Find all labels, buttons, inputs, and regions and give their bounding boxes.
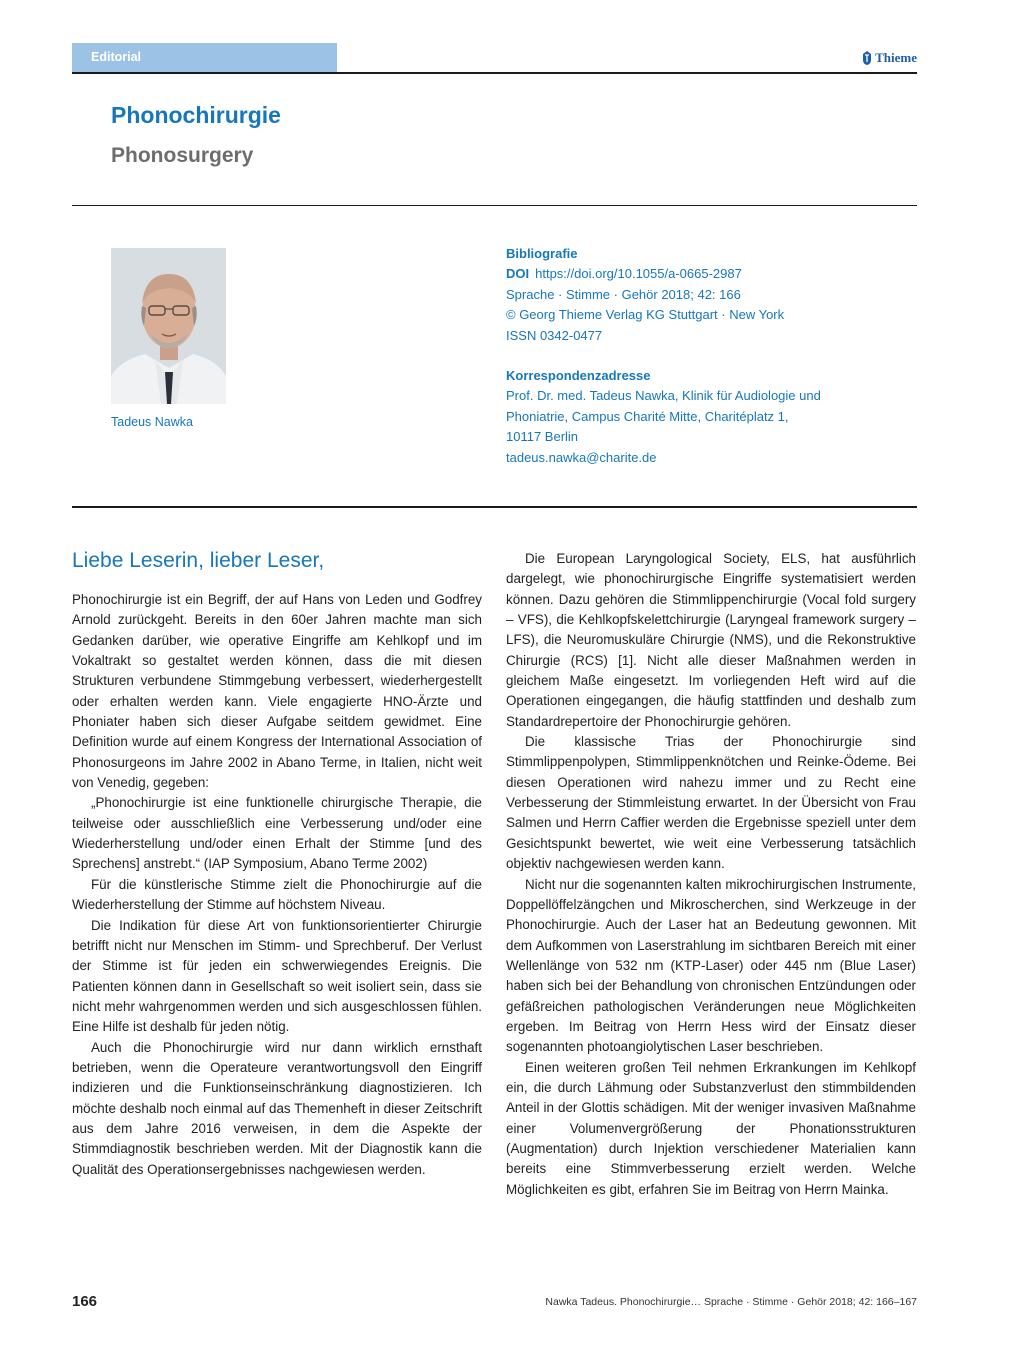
body-paragraph: „Phonochirurgie ist eine funktionelle chirurgische Therapie, die teilweise oder ausschließlich eine Verbesserung und/oder eine Wiederherstellung und/oder einen Erhalt der Stimme [und des Sprechens] anstrebt.“ (IAP Symposium, Abano Terme 2002) xyxy=(72,795,482,872)
thieme-mark-icon xyxy=(862,51,872,65)
info-divider xyxy=(72,506,917,508)
body-paragraph: Für die künstlerische Stimme zielt die Phonochirurgie auf die Wiederherstellung der Stimme auf höchstem Niveau. xyxy=(72,876,482,913)
author-photo-caption: Tadeus Nawka xyxy=(111,415,193,429)
issn-line: ISSN 0342-0477 xyxy=(506,327,603,343)
correspondence-email[interactable]: tadeus.nawka@charite.de xyxy=(506,449,657,465)
journal-reference: Sprache · Stimme · Gehör 2018; 42: 166 xyxy=(506,286,741,302)
publisher-logo xyxy=(862,50,917,66)
body-paragraph: Einen weiteren großen Teil nehmen Erkrankungen im Kehlkopf ein, die durch Lähmung oder Substanzverlust den stimmbildenden Anteil in der Glottis schädigen. Mit der weniger invasiven Maßnahme einer Volumenvergrößerung der Phonationsstrukturen (Augmentation) durch Injektion verschiedener Materialien kann bereits eine Stimmverbesserung erzielt werden. Welche Möglichkeiten es gibt, erfahren Sie im Beitrag von Herrn Mainka. xyxy=(506,1059,916,1197)
body-column-left xyxy=(72,590,482,1180)
body-paragraph: Die European Laryngological Society, ELS, hat ausführlich dargelegt, wie phonochirurgische Eingriffe systematisiert werden können. Dazu gehören die Stimmlippenchirurgie (Vocal fold surgery – VFS), die Kehlkopfskelettchirurgie (Laryngeal framework surgery – LFS), die Neuromuskuläre Chirurgie (NMS), und die Rekonstruktive Chirurgie (RCS) [1]. Nicht alle dieser Maßnahmen werden in gleichem Maße eingesetzt. Im vorliegenden Heft wird auf die Operationen eingegangen, die häufig stattfinden und deshalb zum Standardrepertoire der Phonochirurgie gehören. xyxy=(506,551,916,729)
correspondence-heading: Korrespondenzadresse xyxy=(506,368,651,384)
body-paragraph: Auch die Phonochirurgie wird nur dann wirklich ernsthaft betrieben, wenn die Operateure verantwortungsvoll den Eingriff indizieren und die Funktionseinschränkung diagnostizieren. Ich möchte deshalb noch einmal auf das Themenheft in dieser Zeitschrift aus dem Jahre 2016 verweisen, in dem die Aspekte der Stimmdiagnostik beschrieben werden. Mit der Diagnostik kann die Qualität des Operationsergebnisses nachgewiesen werden. xyxy=(72,1039,482,1177)
body-paragraph: Die klassische Trias der Phonochirurgie sind Stimmlippenpolypen, Stimmlippenknötchen und Reinke-Ödeme. Bei diesen Operationen wird nahezu immer und zu Recht eine Verbesserung der Stimmleistung erwartet. In der Übersicht von Frau Salmen und Herrn Caffier werden die Ergebnisse speziell unter dem Gesichtspunkt bewertet, wie weit eine Verbesserung tatsächlich objektiv nachgewiesen werden kann. xyxy=(506,734,916,872)
body-paragraph: Die Indikation für diese Art von funktionsorientierter Chirurgie betrifft nicht nur Menschen im Stimm- und Sprechberuf. Der Verlust der Stimme ist für jeden ein schwerwiegendes Ereignis. Die Patienten können dann in Gesellschaft so weit isoliert sein, dass sie nicht mehr wahrgenommen werden und sich ausgeschlossen fühlen. Eine Hilfe ist deshalb für jeden nötig. xyxy=(72,917,482,1035)
greeting-heading: Liebe Leserin, lieber Leser, xyxy=(72,549,325,572)
doi-line xyxy=(506,264,916,284)
author-photo xyxy=(111,248,226,404)
correspondence-address-line-1: Prof. Dr. med. Tadeus Nawka, Klinik für Audiologie und xyxy=(506,388,821,404)
body-column-right xyxy=(506,549,916,1200)
footer-citation: Nawka Tadeus. Phonochirurgie… Sprache · Stimme · Gehör 2018; 42: 166–167 xyxy=(545,1296,917,1308)
header-rule xyxy=(72,72,917,74)
page-number: 166 xyxy=(72,1293,98,1310)
publisher-name: Thieme xyxy=(875,50,917,65)
bibliography-heading: Bibliografie xyxy=(506,246,578,261)
title-german: Phonochirurgie xyxy=(111,102,281,128)
copyright-line: © Georg Thieme Verlag KG Stuttgart · New York xyxy=(506,307,785,323)
correspondence-address-line-3: 10117 Berlin xyxy=(506,429,579,445)
title-english: Phonosurgery xyxy=(111,144,254,167)
article-info xyxy=(506,244,916,468)
body-paragraph: Nicht nur die sogenannten kalten mikrochirurgischen Instrumente, Doppellöffelzängchen und Mikroscherchen, sind Werkzeuge in der Phonochirurgie. Auch der Laser hat an Bedeutung gewonnen. Mit dem Aufkommen von Laserstrahlung im sichtbaren Bereich mit einer Wellenlänge von 532 nm (KTP-Laser) oder 445 nm (Blue Laser) haben sich bei der Behandlung von chronischen Entzündungen oder gefäßreichen pathologischen Veränderungen neue Möglichkeiten ergeben. Im Beitrag von Herrn Hess wird der Einsatz dieser sogenannten photoangiolytischen Laser beschrieben. xyxy=(506,876,916,1055)
doi-link[interactable]: https://doi.org/10.1055/a-0665-2987 xyxy=(535,266,742,282)
correspondence-address-line-2: Phoniatrie, Campus Charité Mitte, Charitéplatz 1, xyxy=(506,408,789,424)
title-divider xyxy=(72,205,917,206)
body-paragraph: Phonochirurgie ist ein Begriff, der auf Hans von Leden und Godfrey Arnold zurückgeht. Bereits in den 60er Jahren machte man sich Gedanken darüber, wie operative Eingriffe am Kehlkopf und im Vokaltrakt so gestaltet werden können, dass die mit diesen Strukturen verbundene Stimmgebung verbessert, wiederhergestellt oder erhalten werden kann. Viele engagierte HNO-Ärzte und Phoniater haben sich dieser Aufgabe seitdem gewidmet. Eine Definition wurde auf einem Kongress der International Association of Phonosurgeons im Jahre 2002 in Abano Terme, in Italien, nicht weit von Venedig, gegeben: xyxy=(72,592,482,791)
section-label: Editorial xyxy=(72,43,337,72)
doi-label: DOI xyxy=(506,266,530,282)
